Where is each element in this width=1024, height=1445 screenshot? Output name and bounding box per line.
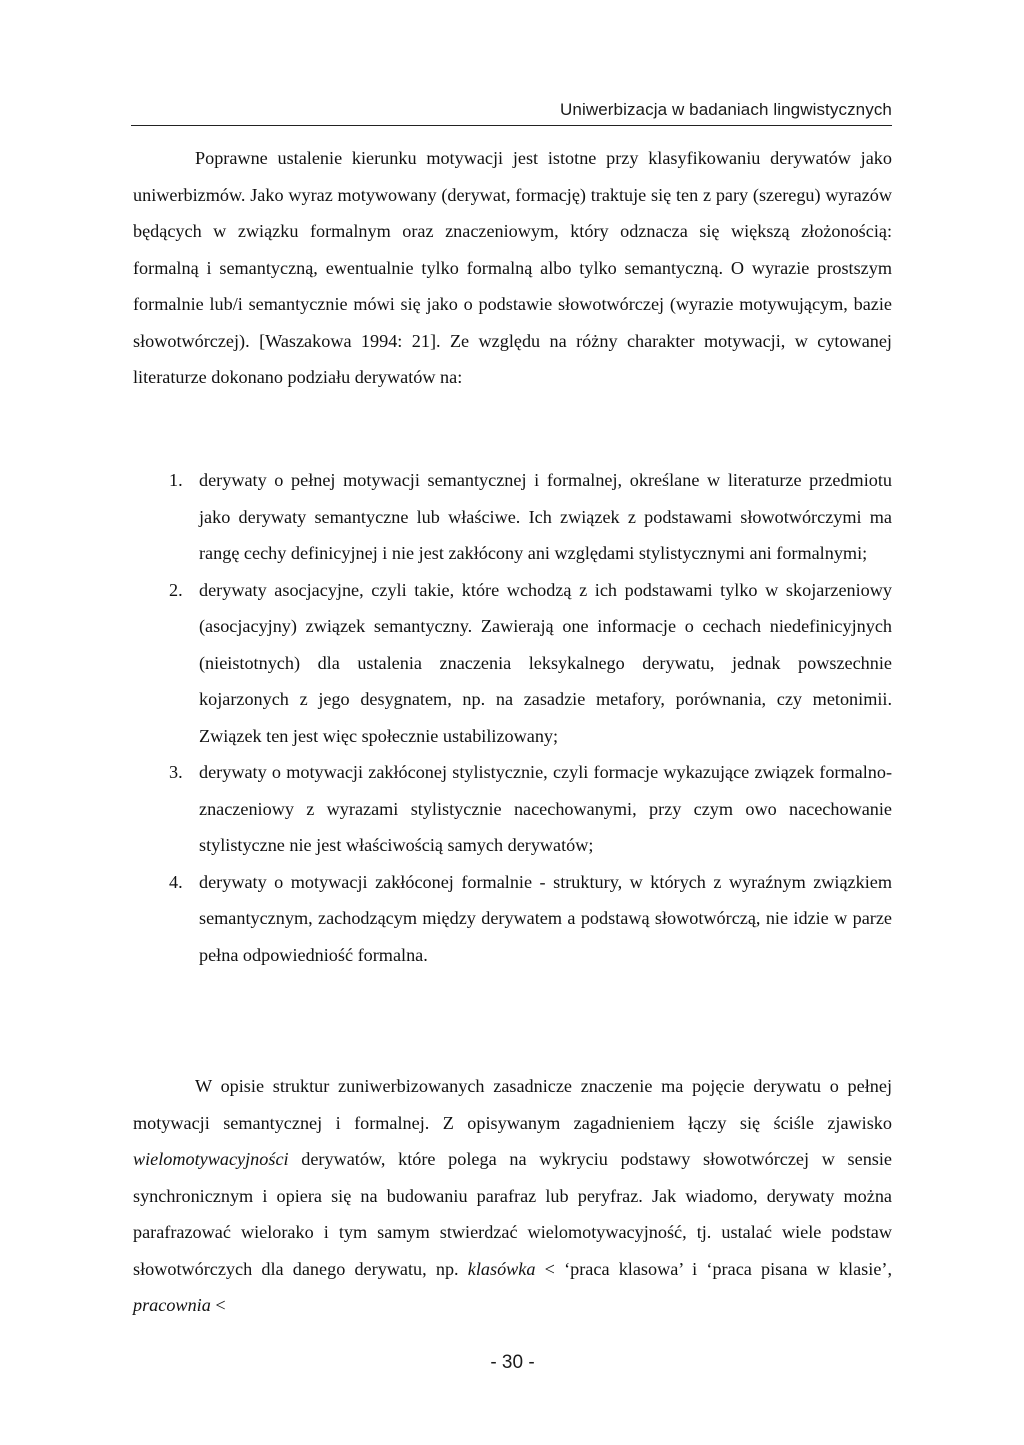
list-item-text: derywaty o motywacji zakłóconej stylistycznie, czyli formacje wykazujące związek formalno-znaczeniowy z wyrazami stylistycznie nacechowanymi, przy czym owo nacechowanie stylistyczne nie jest właściwością samych derywatów; <box>199 762 892 855</box>
list-item <box>133 864 892 974</box>
term-italic: wielomotywacyjności <box>133 1149 289 1169</box>
paragraph-intro: Poprawne ustalenie kierunku motywacji jest istotne przy klasyfikowaniu derywatów jako uniwerbizmów. Jako wyraz motywowany (derywat, formację) traktuje się ten z pary (szeregu) wyrazów będących w związku formalnym oraz znaczeniowym, który odznacza się większą złożonością: formalną i semantyczną, ewentualnie tylko formalną albo tylko semantyczną. O wyrazie prostszym formalnie lub/i semantycznie mówi się jako o podstawie słowotwórczej (wyrazie motywującym, bazie słowotwórczej). [Waszakowa 1994: 21]. Ze względu na różny charakter motywacji, w cytowanej literaturze dokonano podziału derywatów na: <box>133 148 892 387</box>
example-word-italic: pracownia <box>133 1295 211 1315</box>
paragraph-text: W opisie struktur zuniwerbizowanych zasadnicze znaczenie ma pojęcie derywatu o pełnej motywacji semantycznej i formalnej. Z opisywanym zagadnieniem łączy się ściśle zjawisko <box>133 1076 892 1133</box>
header-rule <box>131 125 892 126</box>
list-item-text: derywaty o pełnej motywacji semantycznej i formalnej, określane w literaturze przedmiotu jako derywaty semantyczne lub właściwe. Ich związek z podstawami słowotwórczymi ma rangę cechy definicyjnej i nie jest zakłócony ani względami stylistycznymi ani formalnymi; <box>199 470 892 563</box>
paragraph-text: < <box>210 1295 226 1315</box>
list-item <box>133 462 892 572</box>
running-header: Uniwerbizacja w badaniach lingwistycznych <box>560 100 892 119</box>
list-item-number: 2. <box>169 579 183 600</box>
list-item-number: 1. <box>169 470 183 490</box>
list-item-number: 4. <box>169 871 183 892</box>
list-item <box>133 754 892 864</box>
page-number: - 30 - <box>490 1352 535 1373</box>
list-item-number: 3. <box>169 762 183 782</box>
list-item <box>133 572 892 755</box>
list-item-text: derywaty asocjacyjne, czyli takie, które wchodzą z ich podstawami tylko w skojarzeniowy (asocjacyjny) związek semantyczny. Zawierają one informacje o cechach niedefinicyjnych (nieistotnych) dla ustalenia znaczenia leksykalnego derywatu, jednak powszechnie kojarzonych z jego desygnatem, np. na zasadzie metafory, porównania, czy metonimii. Związek ten jest więc społecznie ustabilizowany; <box>199 579 892 746</box>
list-item-text: derywaty o motywacji zakłóconej formalnie - struktury, w których z wyraźnym związkiem semantycznym, zachodzącym między derywatem a podstawą słowotwórczą, nie idzie w parze pełna odpowiedniość formalna. <box>199 871 892 965</box>
example-word-italic: klasówka <box>467 1258 536 1279</box>
paragraph-text: derywatów, które polega na wykryciu podstawy słowotwórczej w sensie synchronicznym i opiera się na budowaniu parafraz lub peryfraz. Jak wiadomo, derywaty można parafrazować wielorako i tym samym stwierdzać wielomotywacyjność, tj. ustalać wiele podstaw słowotwórczych dla danego derywatu, np. <box>133 1149 892 1279</box>
derivative-types-list <box>133 462 892 973</box>
paragraph-polymotivation <box>133 1068 892 1324</box>
paragraph-text: < ‘praca klasowa’ i ‘praca pisana w klasie’, <box>535 1258 892 1279</box>
